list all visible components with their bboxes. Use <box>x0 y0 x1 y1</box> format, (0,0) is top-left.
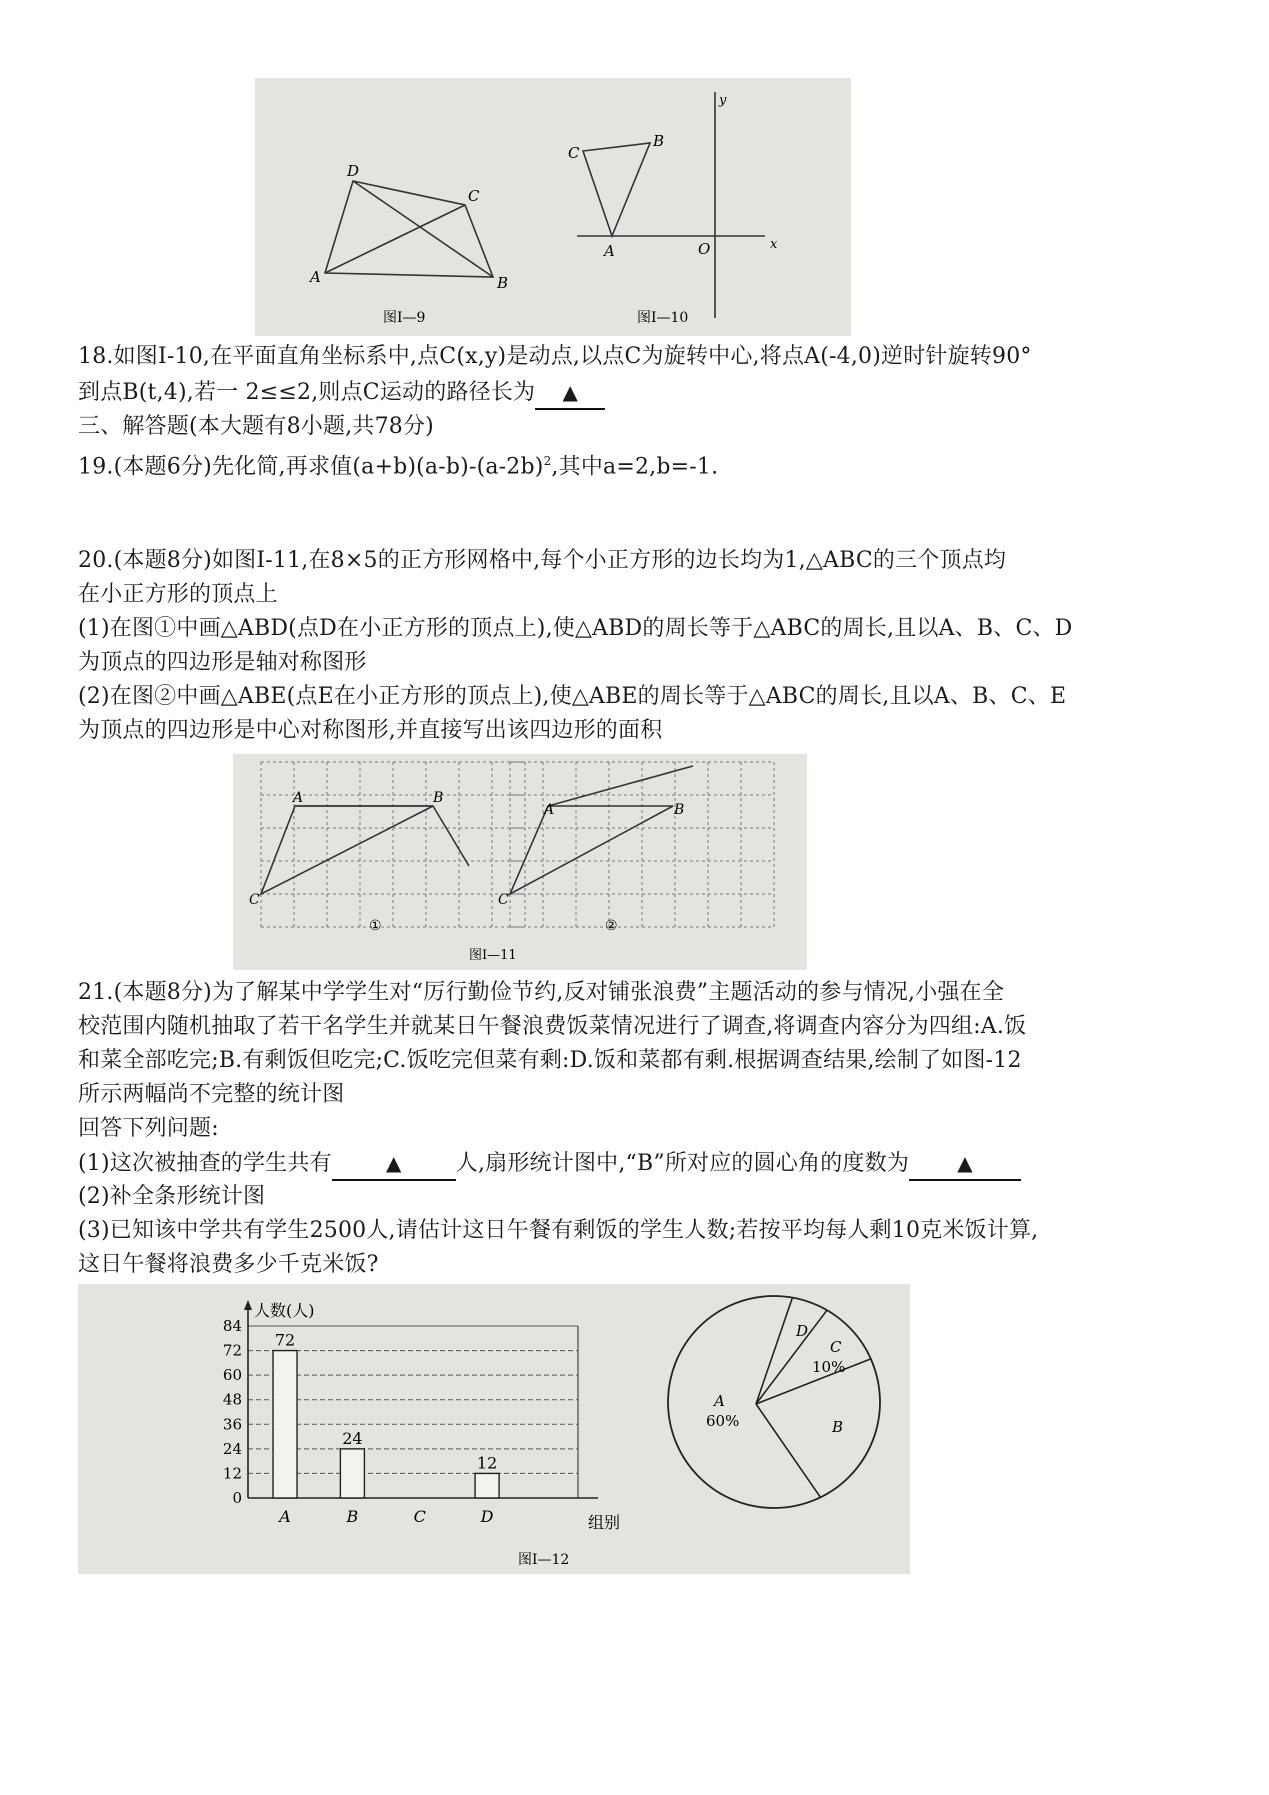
fig12-caption: 图Ⅰ—12 <box>518 1552 570 1568</box>
q21-part-3-a: (3)已知该中学共有学生2500人,请估计这日午餐有剩饭的学生人数;若按平均每人剩10克米饭计算, <box>78 1218 1039 1243</box>
grid1-triangle-abc <box>261 806 433 894</box>
q20-line-4: 为顶点的四边形是轴对称图形 <box>78 650 367 675</box>
bar-y-tick-label: 0 <box>232 1489 242 1507</box>
bar-value-label: 24 <box>342 1428 363 1448</box>
bar-value-label: 12 <box>476 1453 498 1473</box>
q21-blank-count-marker: ▲ <box>385 1151 402 1175</box>
q18-blank-marker: ▲ <box>562 380 579 404</box>
bar-y-tick-label: 60 <box>222 1366 242 1385</box>
pie-outline <box>668 1296 880 1508</box>
q18-line-2 <box>78 377 605 410</box>
bar-y-tick-label: 48 <box>222 1390 242 1409</box>
q19-text-a: 19.(本题6分)先化简,再求值(a+b)(a-b)-(a-2b) <box>78 454 544 480</box>
figure-photo-11 <box>233 754 807 970</box>
fig9-label-d: D <box>347 162 360 180</box>
bar-y-axis-label: 人数(人) <box>254 1301 315 1320</box>
grid2-label-b: B <box>674 802 685 818</box>
fig9-diagonal-ac <box>325 205 465 273</box>
pie-label-d: D <box>796 1322 809 1340</box>
grid1-sub-label: ① <box>369 918 382 934</box>
bar-D <box>475 1473 499 1498</box>
bar-value-label: 72 <box>274 1330 296 1350</box>
q21-part-1-text-b: 人,扇形统计图中,“B”所对应的圆心角的度数为 <box>455 1151 910 1176</box>
pie-label-a-percent: 60% <box>706 1412 740 1430</box>
pie-chart <box>668 1296 880 1508</box>
grid2-sub-label: ② <box>605 918 618 934</box>
q21-blank-angle-marker: ▲ <box>957 1151 973 1175</box>
figure-photo-9-10 <box>255 78 851 336</box>
fig10-label-a: A <box>604 242 615 260</box>
fig10-label-y: y <box>719 93 727 108</box>
grid1-label-b: B <box>433 790 444 806</box>
bar-A <box>273 1351 297 1498</box>
pie-label-b: B <box>832 1418 844 1436</box>
q19-line <box>78 446 718 482</box>
fig9-label-c: C <box>468 187 480 205</box>
grid2-label-c: C <box>498 892 509 908</box>
q19-superscript: 2 <box>543 454 552 468</box>
statistics-charts-svg <box>78 1284 910 1574</box>
grid-figure-1 <box>261 762 525 927</box>
grid1-label-c: C <box>249 892 260 908</box>
bar-y-axis-arrow <box>244 1300 252 1310</box>
bar-chart <box>223 1300 620 1532</box>
bar-y-tick-label: 72 <box>222 1341 242 1360</box>
q21-part-2: (2)补全条形统计图 <box>78 1184 266 1209</box>
pie-label-a: A <box>714 1392 725 1410</box>
fig10-label-b: B <box>653 132 665 150</box>
q21-line-4: 所示两幅尚不完整的统计图 <box>78 1082 345 1107</box>
q18-line-1: 18.如图Ⅰ-10,在平面直角坐标系中,点C(x,y)是动点,以点C为旋转中心,将点A(-4,0)逆时针旋转90° <box>78 344 1032 369</box>
bar-category-label: D <box>480 1507 494 1526</box>
q20-line-3: (1)在图①中画△ABD(点D在小正方形的顶点上),使△ABD的周长等于△ABC的周长,且以A、B、C、D <box>78 616 1073 641</box>
pie-label-c: C <box>830 1338 842 1356</box>
q21-part-1-text-a: (1)这次被抽查的学生共有 <box>78 1151 332 1176</box>
figure-photo-12 <box>78 1284 910 1574</box>
q21-line-3: 和菜全部吃完;B.有剩饭但吃完;C.饭吃完但菜有剩:D.饭和菜都有剩.根据调查结果,绘制了如图-12 <box>78 1048 1022 1073</box>
fig10-caption: 图Ⅰ—10 <box>637 310 689 326</box>
geometry-figures-svg <box>255 78 851 336</box>
q21-line-5: 回答下列问题: <box>78 1116 219 1141</box>
q20-line-5: (2)在图②中画△ABE(点E在小正方形的顶点上),使△ABE的周长等于△ABC的周长,且以A、B、C、E <box>78 684 1067 709</box>
bar-y-tick-label: 24 <box>222 1439 242 1458</box>
q21-part-3-b: 这日午餐将浪费多少千克米饭? <box>78 1252 379 1277</box>
bar-x-axis-label: 组别 <box>588 1513 621 1532</box>
grid2-label-a: A <box>544 802 555 818</box>
q20-line-6: 为顶点的四边形是中心对称图形,并直接写出该四边形的面积 <box>78 718 663 743</box>
bar-category-label: C <box>413 1507 426 1526</box>
q20-line-1: 20.(本题8分)如图Ⅰ-11,在8×5的正方形网格中,每个小正方形的边长均为1,△ABC的三个顶点均 <box>78 548 1007 573</box>
bar-B <box>340 1449 364 1498</box>
fig9-caption: 图Ⅰ—9 <box>383 310 426 326</box>
grid-figures-svg <box>233 754 807 970</box>
q21-blank-count[interactable] <box>332 1148 456 1181</box>
q21-line-1: 21.(本题8分)为了解某中学学生对“厉行勤俭节约,反对铺张浪费”主题活动的参与情况,小强在全 <box>78 980 1005 1005</box>
grid1-side-ab <box>295 806 469 866</box>
bar-y-tick-label: 36 <box>222 1415 242 1434</box>
pie-slice-boundary <box>756 1404 820 1497</box>
grid1-label-a: A <box>293 790 304 806</box>
q20-line-2: 在小正方形的顶点上 <box>78 582 278 607</box>
grid-figure-2 <box>510 762 774 927</box>
q18-answer-blank[interactable] <box>535 377 605 410</box>
q18-line-2-text: 到点B(t,4),若一 2≤≤2,则点C运动的路径长为 <box>78 380 536 405</box>
fig10-label-o: O <box>698 240 711 258</box>
bar-category-label: A <box>279 1507 291 1526</box>
q21-line-2: 校范围内随机抽取了若干名学生并就某日午餐浪费饭菜情况进行了调查,将调查内容分为四组:A.饭 <box>78 1014 1027 1039</box>
fig9-label-a: A <box>310 268 321 286</box>
q19-text-b: ,其中a=2,b=-1. <box>551 454 719 480</box>
bar-category-label: B <box>346 1507 359 1526</box>
bar-y-tick-label: 84 <box>222 1317 242 1335</box>
fig9-label-b: B <box>497 274 509 292</box>
fig10-label-x: x <box>770 237 778 252</box>
grid2-extra-line <box>548 766 693 806</box>
q21-part-1 <box>78 1148 1021 1181</box>
fig10-label-c: C <box>568 144 580 162</box>
fig10-triangle <box>583 143 650 236</box>
pie-slice-boundary <box>756 1298 792 1404</box>
grid2-triangle-abc <box>510 806 673 894</box>
fig11-caption: 图Ⅰ—11 <box>469 948 517 963</box>
pie-label-c-percent: 10% <box>812 1358 846 1376</box>
bar-y-tick-label: 12 <box>222 1464 242 1483</box>
q21-blank-angle[interactable] <box>909 1148 1021 1181</box>
section-3-heading: 三、解答题(本大题有8小题,共78分) <box>78 414 434 439</box>
